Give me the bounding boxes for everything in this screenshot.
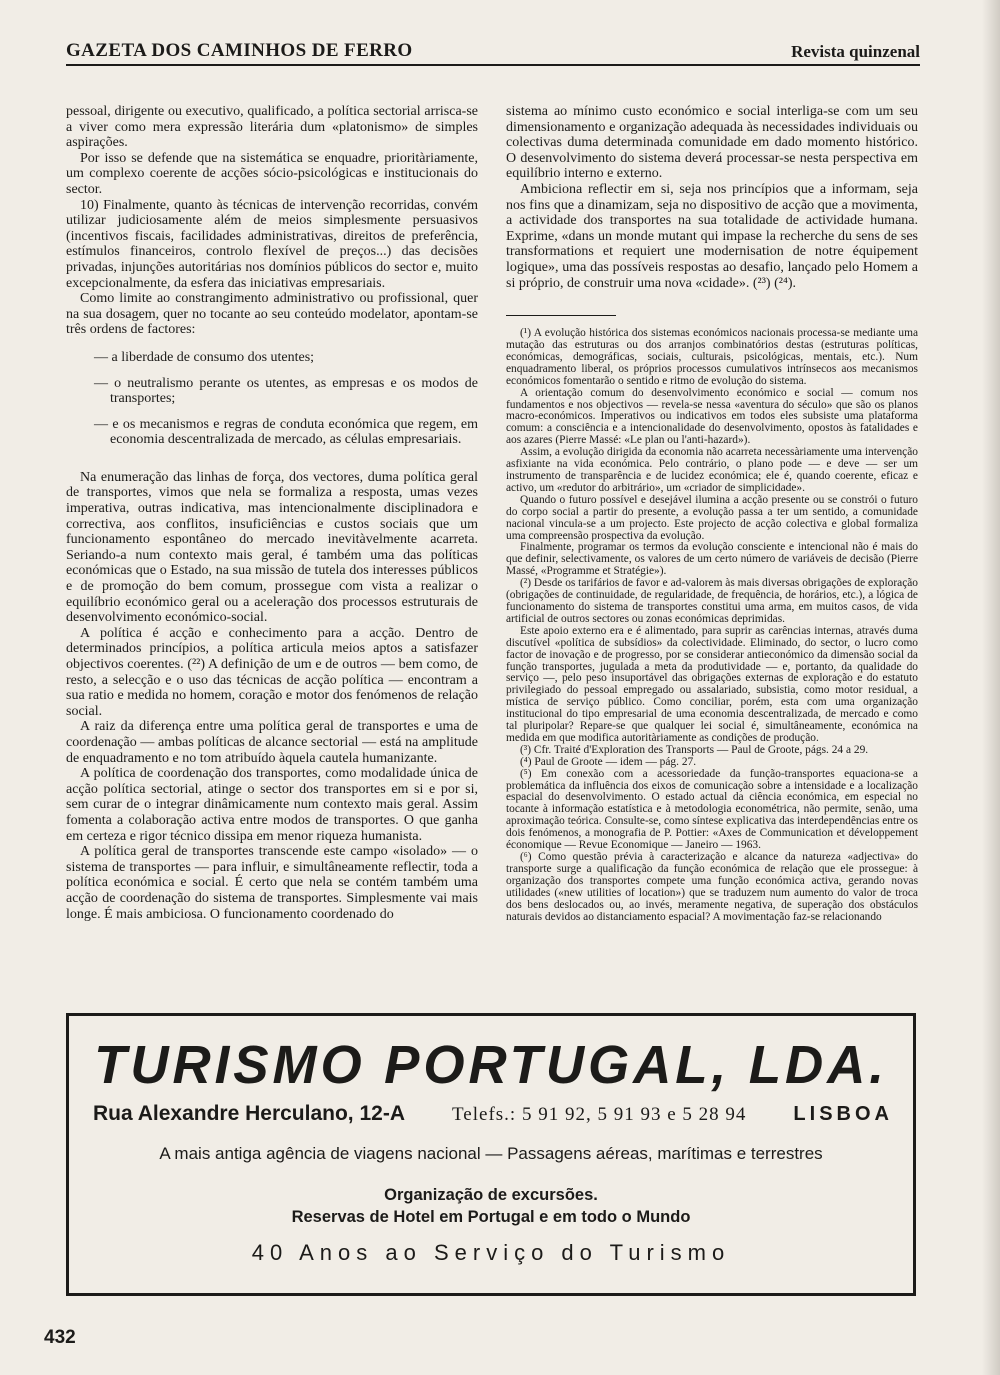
factor-list [66, 350, 478, 448]
list-item: — e os mecanismos e regras de conduta económica que regem, em economia descentralizada de mercado, as células empresariais. [94, 416, 478, 448]
footnote: (⁶) Como questão prévia à caracterização e alcance da natureza «adjectiva» do transporte surge a qualificação da função económica de relação que ele prossegue: à organização dos transportes compete uma função económica activa, gerando novas utilidades («new utilities of location») que se traduzem num aumento do valor de troca dos bens deslocados ou, ao invés, meramente negativa, de superação dos obstáculos naturais devidos ao distanciamento espacial? A movimentação faz-se relacionando [506, 851, 918, 923]
footnote-rule [506, 315, 616, 316]
footnote: (²) Desde os tarifários de favor e ad-valorem às mais diversas obrigações de exploração (obrigações de continuidade, de regularidade, de frequência, de horários, etc.), a lógica de funcionamento do sistema de transportes constitui uma arma, em muitos casos, de vida artificial de outros sectores ou zonas económicas deprimidas. [506, 577, 918, 625]
advertisement-box [66, 1013, 916, 1296]
paragraph: A política geral de transportes transcende este campo «isolado» — o sistema de transportes — para influir, e simultâneamente reflectir, toda a política económica e social. É certo que nela se contém também uma acção de coordenação do sistema de transportes. Simplesmente vai mais longe. É mais ambiciosa. O funcionamento coordenado do [66, 844, 478, 922]
footnote: Este apoio externo era e é alimentado, para suprir as carências internas, através duma discutível «política de subsídios» da colectividade. Eliminado, do sector, o lucro como factor de inovação e de progresso, por se considerar antieconómico da dimensão social da função transportes, jugulada a meta da produtividade — e, portanto, da qualidade do serviço —, pelo peso insuportável das obrigações externas de exploração e do estatuto privilegiado do pessoal empregado ou assalariado, subsistia, como motor residual, a mística de serviço público. Como conciliar, porém, esta com uma organização institucional do tipo empresarial de uma economia descentralizada, de mercado e como tal pluripolar? Repare-se que qualquer lei social é, simultâneamente, económica na medida em que modifica autoritàriamente as condições de produção. [506, 624, 918, 744]
footnote: (¹) A evolução histórica dos sistemas económicos nacionais processa-se mediante uma mutação das estruturas ou dos arranjos combinatórios destas (estruturas políticas, económicas, demográficas, sociais, culturais, psicológicas, mentais, etc.). Num enquadramento liberal, os próprios processos cumulativos intrínsecos aos mecanismos económicos fomentarão o sentido e ritmo de evolução do sistema. [506, 327, 918, 387]
paragraph: Por isso se defende que na sistemática se enquadre, prioritàriamente, um complexo coerente de acções sócio-psicológicas e institucionais do sector. [66, 150, 478, 197]
footnote: (³) Cfr. Traité d'Exploration des Transports — Paul de Groote, págs. 24 a 29. [520, 743, 869, 756]
right-column [506, 104, 918, 923]
running-header [66, 36, 920, 62]
ad-services [69, 1184, 913, 1228]
ad-tagline: A mais antiga agência de viagens nacional — Passagens aéreas, marítimas e terrestres [159, 1144, 823, 1163]
ad-service-line: Organização de excursões. [384, 1186, 598, 1204]
paragraph: 10) Finalmente, quanto às técnicas de intervenção recorridas, convém utilizar judiciosamente além de meios simplesmente persuasivos (incentivos fiscais, facilidades administrativas, direitos de preferência, estímulos financeiros, controlo flexível de preços...) das decisões privadas, injunções autoritárias nos domínios públicos do sector e, muito excepcionalmente, da esfera das iniciativas empresariais. [66, 197, 478, 291]
list-item: — o neutralismo perante os utentes, as empresas e os modos de transportes; [94, 375, 478, 407]
ad-address: Rua Alexandre Herculano, 12-A [93, 1102, 405, 1125]
page-edge-shadow [982, 0, 1000, 1375]
list-item: — a liberdade de consumo dos utentes; [94, 349, 315, 365]
footnotes [506, 328, 918, 923]
ad-company-name: TURISMO PORTUGAL, LDA. [94, 1035, 888, 1095]
footnote: Finalmente, programar os termos da evolução consciente e intencional não é mais do que definir, selectivamente, os valores de um certo número de variáveis de decisão (Pierre Massé, «Programme et Stratégie»). [506, 541, 918, 578]
paragraph: A raiz da diferença entre uma política geral de transportes e uma de coordenação — ambas políticas de alcance sectorial — está na amplitude de enquadramento e no tom atribuído àquela cautela humanizante. [66, 719, 478, 766]
ad-service-line: Reservas de Hotel em Portugal e em todo o Mundo [291, 1208, 691, 1226]
paragraph: A política de coordenação dos transportes, como modalidade única de acção política sectorial, atinge o sector dos transportes em si e por si, sem curar de o integrar dinâmicamente num contexto mais geral. Assim fomenta a colaboração activa entre modos de transportes. O que ganha em certeza e rigor técnico dissipa em menor riqueza humanista. [66, 766, 478, 844]
ad-city: LISBOA [793, 1103, 893, 1125]
paragraph: Como limite ao constrangimento administrativo ou profissional, quer na sua dosagem, quer no tocante ao seu conteúdo modelator, apontam-se três ordens de factores: [66, 291, 478, 338]
ad-motto: 40 Anos ao Serviço do Turismo [251, 1240, 731, 1265]
journal-frequency: Revista quinzenal [791, 42, 920, 61]
journal-title: GAZETA DOS CAMINHOS DE FERRO [66, 40, 413, 61]
header-rule [66, 64, 920, 66]
paragraph: pessoal, dirigente ou executivo, qualificado, a política sectorial arrisca-se a viver como mera expressão literária dum «platonismo» de simples aspirações. [66, 104, 478, 151]
ad-phones: Telefs.: 5 91 92, 5 91 93 e 5 28 94 [452, 1104, 747, 1125]
page-number: 432 [44, 1327, 76, 1348]
footnote: (⁵) Em conexão com a acessoriedade da função-transportes equaciona-se a problemática da influência dos eixos de comunicação sobre a intensidade e a localização espacial do desenvolvimento. O estado actual da ciência económica, em especial no tocante à informação estatística e à metodologia econométrica, não permite, senão, uma aproximação teórica. Consulte-se, como síntese explicativa das interdependências entre os dois fenómenos, a monografia de P. Pottier: «Axes de Communication et développement économique — Revue Economique — Janeiro — 1963. [506, 767, 918, 852]
left-column [66, 104, 478, 922]
footnote: A orientação comum do desenvolvimento económico e social — comum nos fundamentos e nos objectivos — revela-se nessa «aventura do século» que são os planos macro-económicos. Imperativos ou indicativos em todos eles subsiste uma plataforma comum: a consciência e a intencionalidade do desenvolvimento, opostos às fatalidades e aos azares (Pierre Massé: «Le plan ou l'anti-hazard»). [506, 386, 918, 447]
paragraph: sistema ao mínimo custo económico e social interliga-se com um seu dimensionamento e organização adequada às necessidades individuais ou colectivas duma determinada comunidade em dado momento histórico. O desenvolvimento do sistema deverá processar-se nesta perspectiva em equilíbrio interno e externo. [506, 104, 918, 182]
ad-contact-line [93, 1102, 893, 1126]
footnote: Quando o futuro possível e desejável ilumina a acção presente ou se constrói o futuro do corpo social a partir do presente, a evolução passa a ter um sentido, a comunidade nacional vincula-se a um projecto. Este projecto de acção colectiva e global formaliza uma compreensão prospectiva da evolução. [506, 493, 918, 542]
footnote: Assim, a evolução dirigida da economia não acarreta necessàriamente uma intervenção asfixiante na vida económica. Pelo contrário, o plano pode — e deve — ser um instrumento de transparência e de lucidez económica; ele é, quando coerente, eficaz e activo, um «redutor do arbitrário», um «criador de simplicidade». [506, 446, 918, 494]
footnote: (⁴) Paul de Groote — idem — pág. 27. [520, 755, 697, 768]
paragraph: Ambiciona reflectir em si, seja nos princípios que a informam, seja nos fins que a dinamizam, seja no dispositivo de acção que a movimenta, a actividade dos transportes na sua totalidade de actividade humana. Exprime, «dans un monde mutant qui impase la recherche du sens de ses transformations et requiert une modernisation de notre équipement logique», uma das possíveis respostas ao desafio, lançado pelo Homem a si próprio, de construir uma nova «cidade». (²³) (²⁴). [506, 181, 918, 291]
paragraph: A política é acção e conhecimento para a acção. Dentro de determinados princípios, a política articula meios aptos a satisfazer objectivos coerentes. (²²) A definição de um e de outros — bem como, de resto, a selecção e o uso das técnicas de acção política — encontram a sua ratio e medida no homem, coração e motor dos fenómenos de relação social. [66, 625, 478, 719]
paragraph: Na enumeração das linhas de força, dos vectores, duma política geral de transportes, vimos que nela se formaliza a resposta, umas vezes imperativa, outras indicativa, mas intencionalmente disciplinadora e correctiva, aos conflitos, insuficiências e custos sociais que um funcionamento espontâneo do mercado inevitàvelmente acarreta. Seriando-a num contexto mais geral, é também uma das políticas económicas que o Estado, na sua missão de tutela dos interesses públicos e de promoção do bem comum, prossegue com vista a realizar o equilíbrio económico geral ou a aceleração dos processos estruturais de desenvolvimento económico-social. [66, 469, 478, 626]
